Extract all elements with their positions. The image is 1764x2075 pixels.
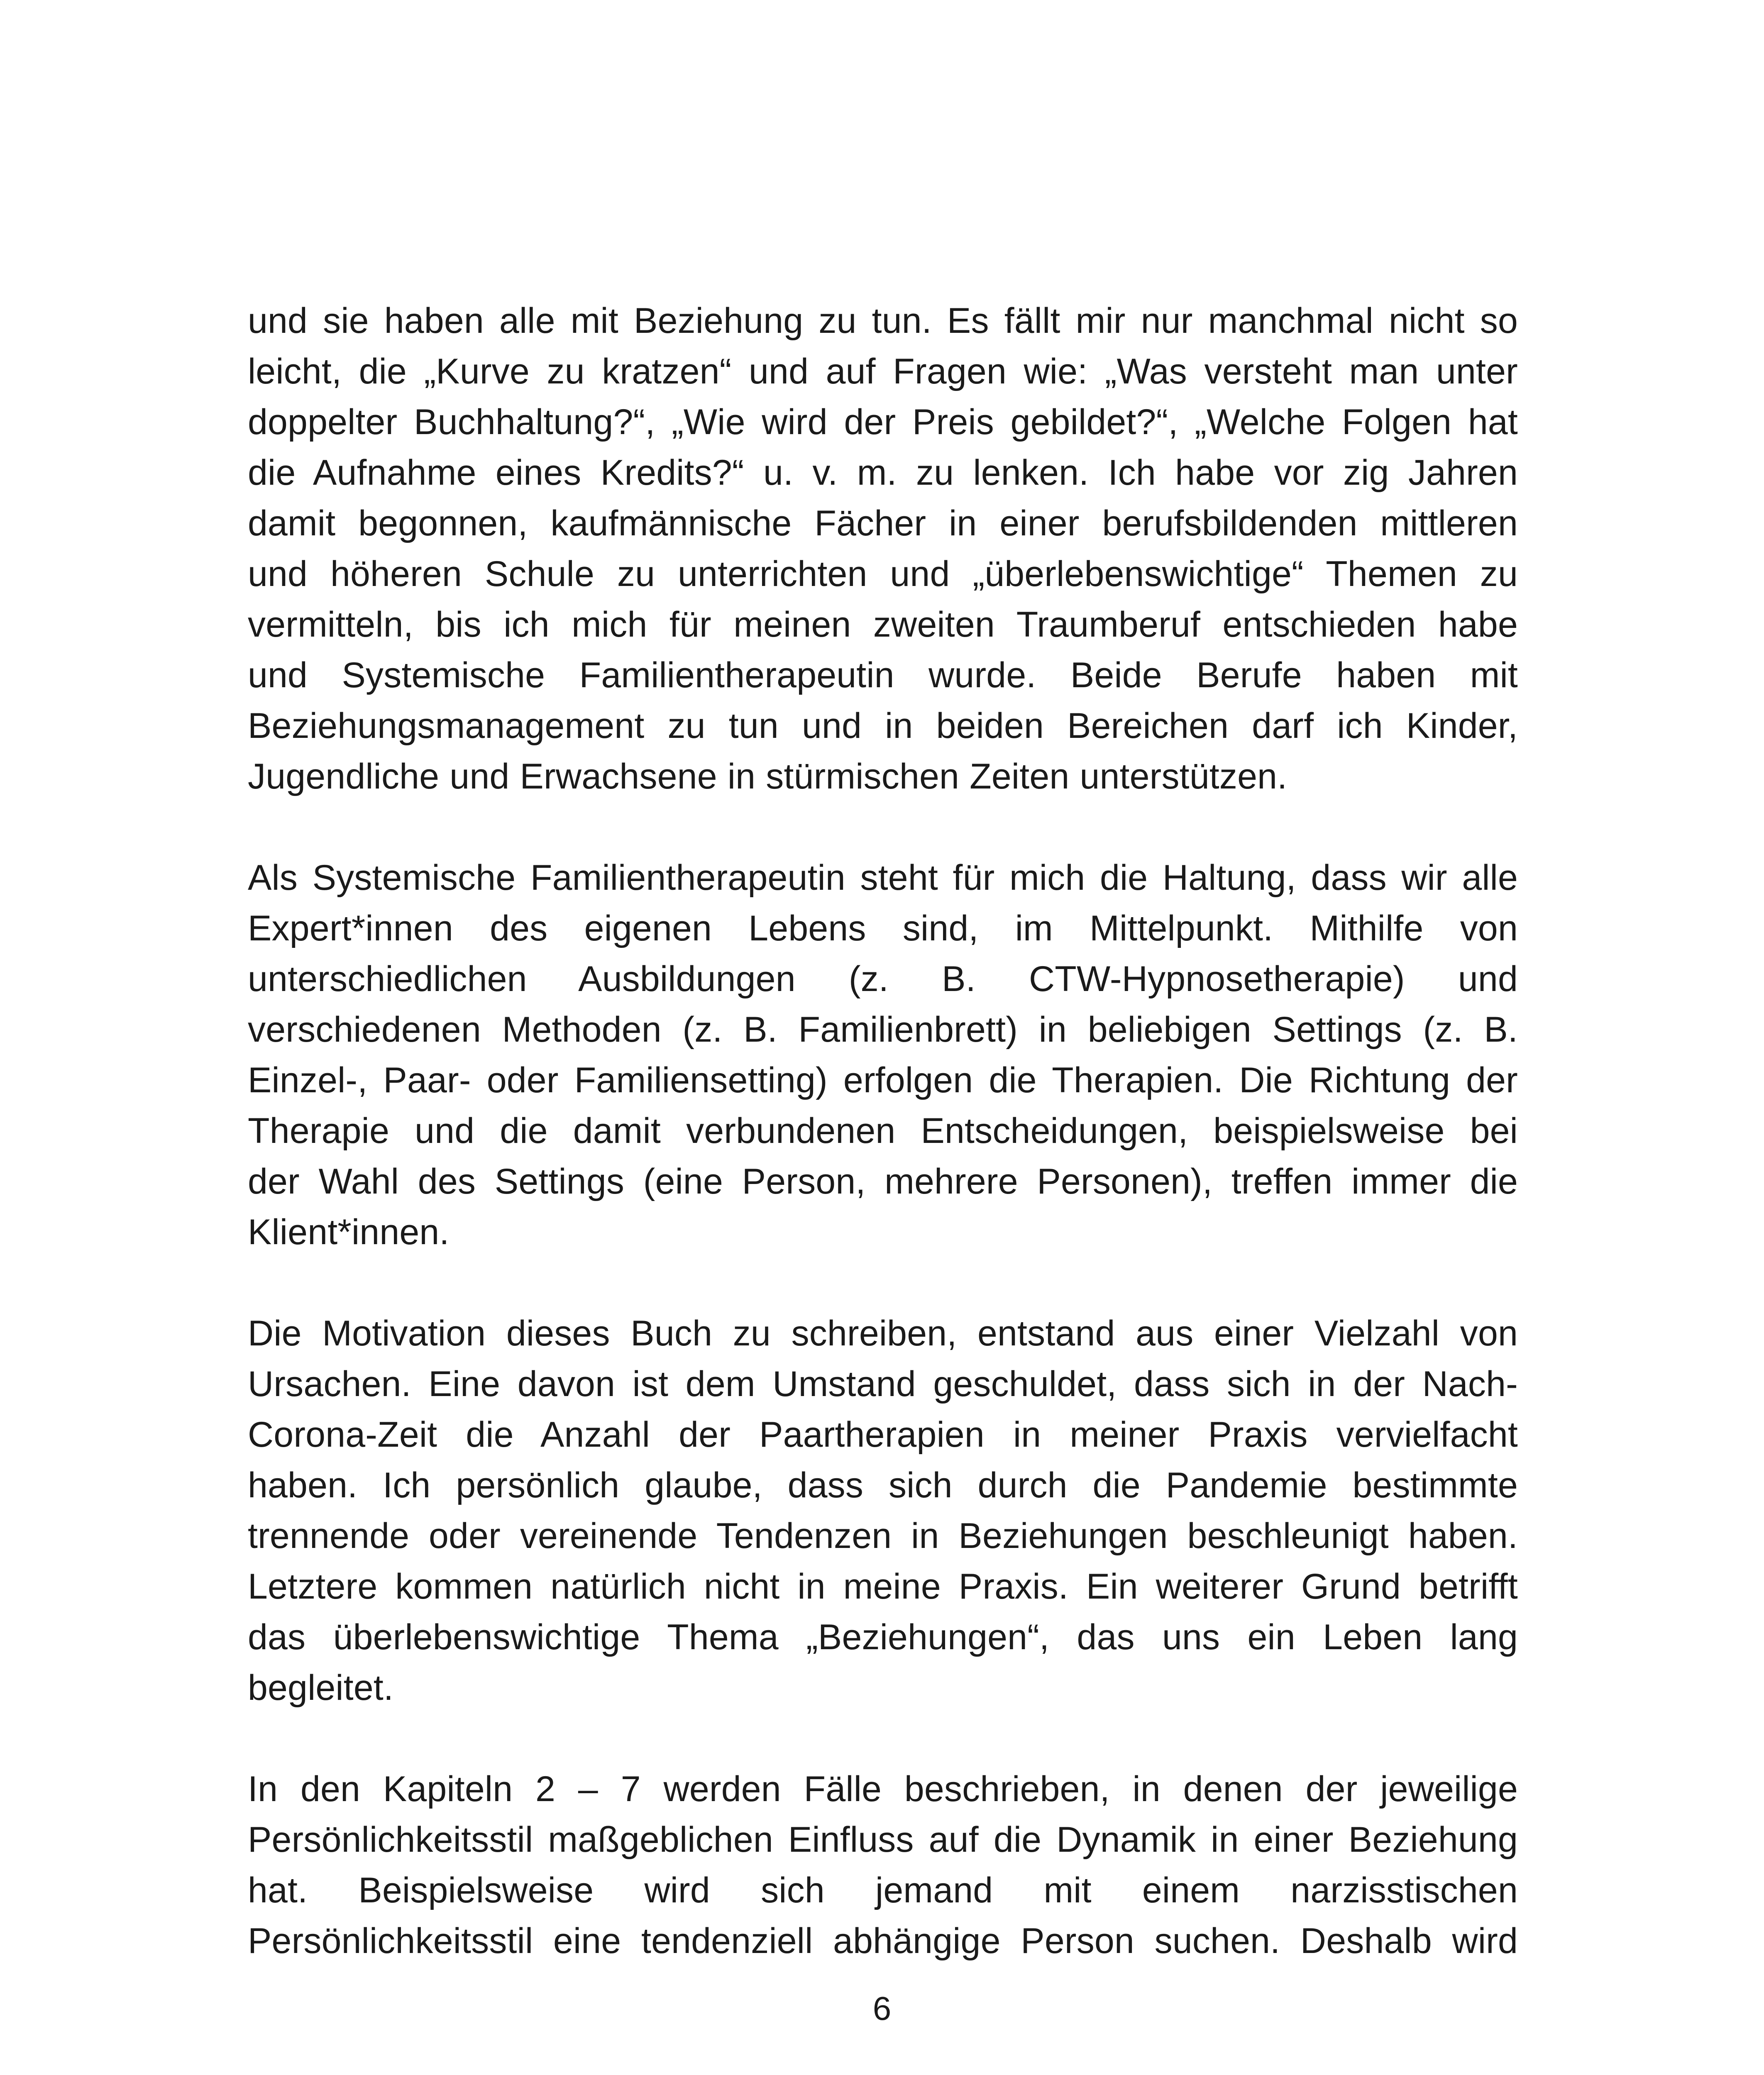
text-line: Als Systemische Familientherapeutin steht für mich die Haltung, dass wir alle [248,858,1518,898]
text-line: trennende oder vereinende Tendenzen in Beziehungen beschleunigt haben. [248,1516,1518,1556]
paragraph-1 [248,295,1518,802]
text-line: Corona-Zeit die Anzahl der Paartherapien in meiner Praxis vervielfacht [248,1415,1518,1455]
page-number: 6 [872,1990,892,2027]
text-line: und Systemische Familientherapeutin wurde. Beide Berufe haben mit [248,655,1518,695]
text-line: Ursachen. Eine davon ist dem Umstand geschuldet, dass sich in der Nach- [248,1364,1518,1404]
text-line: der Wahl des Settings (eine Person, mehrere Personen), treffen immer die [248,1162,1518,1201]
text-line: Jugendliche und Erwachsene in stürmischen Zeiten unterstützen. [248,757,1288,796]
text-line: doppelter Buchhaltung?“, „Wie wird der Preis gebildet?“, „Welche Folgen hat [248,402,1518,442]
text-line: Therapie und die damit verbundenen Entscheidungen, beispielsweise bei [248,1111,1518,1151]
text-line: und sie haben alle mit Beziehung zu tun. Es fällt mir nur manchmal nicht so [248,301,1518,341]
text-line: Persönlichkeitsstil maßgeblichen Einfluss auf die Dynamik in einer Beziehung [248,1820,1518,1860]
text-line: Klient*innen. [248,1212,450,1252]
text-line: Beziehungsmanagement zu tun und in beiden Bereichen darf ich Kinder, [248,706,1518,746]
text-line: In den Kapiteln 2 – 7 werden Fälle beschrieben, in denen der jeweilige [248,1769,1518,1809]
text-line: unterschiedlichen Ausbildungen (z. B. CTW-Hypnosetherapie) und [248,959,1518,999]
paragraph-2 [248,852,1518,1257]
text-line: leicht, die „Kurve zu kratzen“ und auf Fragen wie: „Was versteht man unter [248,352,1518,391]
text-line: Letztere kommen natürlich nicht in meine Praxis. Ein weiterer Grund betrifft [248,1567,1518,1606]
text-line: Einzel-, Paar- oder Familiensetting) erfolgen die Therapien. Die Richtung der [248,1060,1518,1100]
body-text [248,295,1518,2017]
text-line: hat. Beispielsweise wird sich jemand mit einem narzisstischen [248,1870,1518,1910]
text-line: das überlebenswichtige Thema „Beziehungen“, das uns ein Leben lang [248,1617,1518,1657]
text-line: begleitet. [248,1668,394,1708]
paragraph-4 [248,1764,1518,1966]
text-line: vermitteln, bis ich mich für meinen zweiten Traumberuf entschieden habe [248,605,1518,644]
text-line: Die Motivation dieses Buch zu schreiben, entstand aus einer Vielzahl von [248,1313,1518,1353]
text-line: haben. Ich persönlich glaube, dass sich durch die Pandemie bestimmte [248,1465,1518,1505]
text-line: und höheren Schule zu unterrichten und „überlebenswichtige“ Themen zu [248,554,1518,594]
text-line: damit begonnen, kaufmännische Fächer in einer berufsbildenden mittleren [248,503,1518,543]
paragraph-3 [248,1308,1518,1713]
text-line: Expert*innen des eigenen Lebens sind, im Mittelpunkt. Mithilfe von [248,908,1518,948]
text-line: die Aufnahme eines Kredits?“ u. v. m. zu lenken. Ich habe vor zig Jahren [248,453,1518,493]
text-line: Persönlichkeitsstil eine tendenziell abhängige Person suchen. Deshalb wird [248,1921,1518,1961]
text-line: verschiedenen Methoden (z. B. Familienbrett) in beliebigen Settings (z. B. [248,1010,1518,1050]
